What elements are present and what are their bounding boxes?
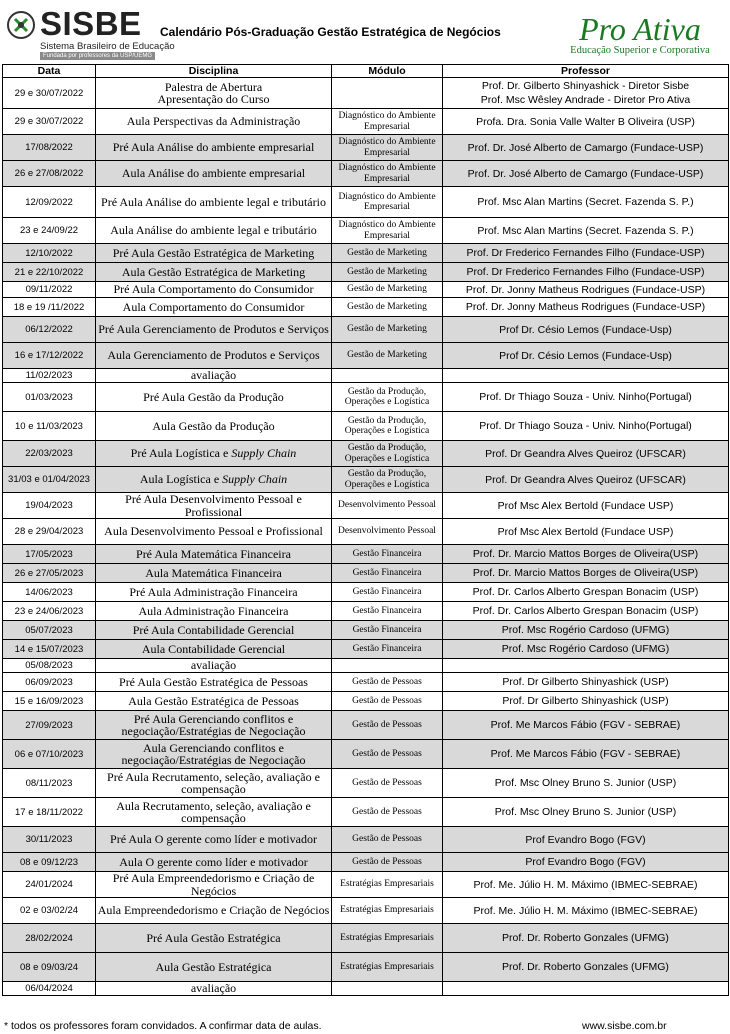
cell-professor: Prof. Dr Geandra Alves Queiroz (UFSCAR) xyxy=(443,467,729,493)
cell-module: Gestão da Produção, Operações e Logística xyxy=(332,412,443,441)
cell-module: Gestão de Pessoas xyxy=(332,798,443,827)
cell-discipline: Pré Aula Gestão Estratégica xyxy=(96,924,332,953)
cell-date: 14 e 15/07/2023 xyxy=(3,640,96,659)
cell-professor: Prof. Msc Alan Martins (Secret. Fazenda S. P.) xyxy=(443,218,729,244)
table-row xyxy=(3,78,729,109)
table-row xyxy=(3,317,729,343)
cell-discipline: Aula Logística e Supply Chain xyxy=(96,467,332,493)
cell-module xyxy=(332,78,443,109)
footer-website: www.sisbe.com.br xyxy=(582,1020,667,1032)
cell-module: Gestão Financeira xyxy=(332,583,443,602)
table-row xyxy=(3,467,729,493)
cell-date: 30/11/2023 xyxy=(3,827,96,853)
table-row xyxy=(3,659,729,673)
table-row xyxy=(3,924,729,953)
cell-discipline: Aula Gestão Estratégica de Pessoas xyxy=(96,692,332,711)
cell-date: 19/04/2023 xyxy=(3,493,96,519)
footer-note: * todos os professores foram convidados. A confirmar data de aulas. xyxy=(4,1020,322,1032)
table-row xyxy=(3,602,729,621)
cell-date: 06/09/2023 xyxy=(3,673,96,692)
cell-discipline: Palestra de Abertura Apresentação do Curso xyxy=(96,78,332,109)
cell-discipline: Pré Aula Matemática Financeira xyxy=(96,545,332,564)
cell-professor: Prof Dr. Césio Lemos (Fundace-Usp) xyxy=(443,343,729,369)
schedule-table xyxy=(2,64,729,996)
cell-discipline: Pré Aula Comportamento do Consumidor xyxy=(96,282,332,298)
table-row xyxy=(3,298,729,317)
table-row xyxy=(3,545,729,564)
cell-discipline: Aula Gerenciando conflitos e negociação/Estratégias de Negociação xyxy=(96,740,332,769)
table-row xyxy=(3,441,729,467)
cell-discipline: Aula Empreendedorismo e Criação de Negócios xyxy=(96,898,332,924)
cell-discipline: Pré Aula Contabilidade Gerencial xyxy=(96,621,332,640)
table-row xyxy=(3,263,729,282)
cell-professor: Prof. Dr Frederico Fernandes Filho (Fundace-USP) xyxy=(443,263,729,282)
cell-module: Gestão de Pessoas xyxy=(332,769,443,798)
cell-date: 28 e 29/04/2023 xyxy=(3,519,96,545)
table-row xyxy=(3,135,729,161)
cell-module: Desenvolvimento Pessoal xyxy=(332,519,443,545)
cell-module: Estratégias Empresariais xyxy=(332,898,443,924)
cell-discipline: Pré Aula Análise do ambiente empresarial xyxy=(96,135,332,161)
cell-module: Gestão de Marketing xyxy=(332,343,443,369)
schedule-body xyxy=(3,78,729,996)
cell-date: 14/06/2023 xyxy=(3,583,96,602)
cell-discipline: Pré Aula Análise do ambiente legal e tributário xyxy=(96,187,332,218)
cell-professor: Prof. Dr. Jonny Matheus Rodrigues (Fundace-USP) xyxy=(443,282,729,298)
cell-professor: Prof. Dr. Jonny Matheus Rodrigues (Fundace-USP) xyxy=(443,298,729,317)
cell-module: Gestão Financeira xyxy=(332,564,443,583)
cell-discipline: Aula Recrutamento, seleção, avaliação e compensação xyxy=(96,798,332,827)
cell-module xyxy=(332,659,443,673)
cell-discipline: Aula Gestão Estratégica de Marketing xyxy=(96,263,332,282)
cell-module: Gestão de Marketing xyxy=(332,282,443,298)
cell-date: 09/11/2022 xyxy=(3,282,96,298)
table-row xyxy=(3,853,729,872)
cell-professor: Prof. Dr Gilberto Shinyashick (USP) xyxy=(443,673,729,692)
sisbe-wordmark: SISBE xyxy=(40,5,142,42)
cell-professor: Prof Evandro Bogo (FGV) xyxy=(443,827,729,853)
table-row xyxy=(3,218,729,244)
cell-professor: Prof. Me. Júlio H. M. Máximo (IBMEC-SEBRAE) xyxy=(443,898,729,924)
table-row xyxy=(3,383,729,412)
table-row xyxy=(3,282,729,298)
cell-module: Estratégias Empresariais xyxy=(332,953,443,982)
cell-professor: Prof. Me. Júlio H. M. Máximo (IBMEC-SEBRAE) xyxy=(443,872,729,898)
proativa-wordmark: Pro Ativa xyxy=(579,11,701,47)
cell-discipline: Aula Comportamento do Consumidor xyxy=(96,298,332,317)
cell-professor: Prof. Me Marcos Fábio (FGV - SEBRAE) xyxy=(443,740,729,769)
cell-date: 12/09/2022 xyxy=(3,187,96,218)
cell-professor: Prof. Dr. Marcio Mattos Borges de Oliveira(USP) xyxy=(443,545,729,564)
cell-discipline: Pré Aula O gerente como líder e motivador xyxy=(96,827,332,853)
cell-date: 22/03/2023 xyxy=(3,441,96,467)
table-row xyxy=(3,982,729,996)
table-row xyxy=(3,109,729,135)
table-row xyxy=(3,740,729,769)
cell-module: Gestão de Pessoas xyxy=(332,853,443,872)
cell-professor: Prof Evandro Bogo (FGV) xyxy=(443,853,729,872)
cell-module: Diagnóstico do Ambiente Empresarial xyxy=(332,109,443,135)
cell-discipline: Aula Gestão Estratégica xyxy=(96,953,332,982)
cell-professor: Prof. Dr. Carlos Alberto Grespan Bonacim (USP) xyxy=(443,602,729,621)
cell-discipline: Aula Contabilidade Gerencial xyxy=(96,640,332,659)
table-row xyxy=(3,519,729,545)
cell-discipline: avaliação xyxy=(96,369,332,383)
table-row xyxy=(3,711,729,740)
sisbe-subtitle: Sistema Brasileiro de Educação xyxy=(40,41,175,52)
cell-date: 08 e 09/12/23 xyxy=(3,853,96,872)
cell-professor xyxy=(443,369,729,383)
cell-module xyxy=(332,369,443,383)
cell-discipline: Pré Aula Desenvolvimento Pessoal e Profissional xyxy=(96,493,332,519)
cell-module: Diagnóstico do Ambiente Empresarial xyxy=(332,218,443,244)
cell-date: 17/08/2022 xyxy=(3,135,96,161)
cell-module: Gestão de Pessoas xyxy=(332,740,443,769)
cell-date: 01/03/2023 xyxy=(3,383,96,412)
cell-module: Gestão de Marketing xyxy=(332,317,443,343)
cell-discipline: Pré Aula Administração Financeira xyxy=(96,583,332,602)
cell-professor: Prof. Dr. Gilberto Shinyashick - Diretor Sisbe Prof. Msc Wêsley Andrade - Diretor Pro Ativa xyxy=(443,78,729,109)
cell-date: 18 e 19 /11/2022 xyxy=(3,298,96,317)
table-row xyxy=(3,343,729,369)
cell-professor: Prof. Msc Olney Bruno S. Junior (USP) xyxy=(443,769,729,798)
cell-discipline: Pré Aula Gestão da Produção xyxy=(96,383,332,412)
cell-date: 08 e 09/03/24 xyxy=(3,953,96,982)
table-row xyxy=(3,621,729,640)
cell-discipline: Pré Aula Empreendedorismo e Criação de Negócios xyxy=(96,872,332,898)
cell-module: Gestão Financeira xyxy=(332,545,443,564)
cell-module: Estratégias Empresariais xyxy=(332,872,443,898)
cell-module: Gestão de Pessoas xyxy=(332,711,443,740)
cell-professor: Prof. Msc Alan Martins (Secret. Fazenda S. P.) xyxy=(443,187,729,218)
cell-discipline: Pré Aula Gestão Estratégica de Marketing xyxy=(96,244,332,263)
cell-professor: Profa. Dra. Sonia Valle Walter B Oliveira (USP) xyxy=(443,109,729,135)
cell-date: 08/11/2023 xyxy=(3,769,96,798)
cell-date: 06/12/2022 xyxy=(3,317,96,343)
sisbe-emblem-icon xyxy=(6,10,36,40)
cell-module: Gestão Financeira xyxy=(332,602,443,621)
table-row xyxy=(3,872,729,898)
cell-discipline: Aula O gerente como líder e motivador xyxy=(96,853,332,872)
cell-module: Gestão Financeira xyxy=(332,640,443,659)
table-row xyxy=(3,244,729,263)
cell-discipline: avaliação xyxy=(96,982,332,996)
cell-professor: Prof Dr. Césio Lemos (Fundace-Usp) xyxy=(443,317,729,343)
cell-professor: Prof. Me Marcos Fábio (FGV - SEBRAE) xyxy=(443,711,729,740)
cell-professor: Prof. Dr. José Alberto de Camargo (Fundace-USP) xyxy=(443,161,729,187)
cell-date: 28/02/2024 xyxy=(3,924,96,953)
cell-discipline: Aula Gestão da Produção xyxy=(96,412,332,441)
cell-date: 02 e 03/02/24 xyxy=(3,898,96,924)
cell-professor: Prof. Dr Frederico Fernandes Filho (Fundace-USP) xyxy=(443,244,729,263)
column-header-professor: Professor xyxy=(443,65,729,78)
table-row xyxy=(3,369,729,383)
table-row xyxy=(3,161,729,187)
cell-professor xyxy=(443,659,729,673)
table-row xyxy=(3,187,729,218)
cell-date: 12/10/2022 xyxy=(3,244,96,263)
cell-discipline: Pré Aula Gerenciamento de Produtos e Serviços xyxy=(96,317,332,343)
cell-date: 27/09/2023 xyxy=(3,711,96,740)
cell-module: Diagnóstico do Ambiente Empresarial xyxy=(332,187,443,218)
table-header-row xyxy=(3,65,729,78)
cell-module: Gestão de Pessoas xyxy=(332,692,443,711)
column-header-module: Módulo xyxy=(332,65,443,78)
cell-date: 21 e 22/10/2022 xyxy=(3,263,96,282)
cell-module: Gestão de Marketing xyxy=(332,298,443,317)
table-row xyxy=(3,769,729,798)
cell-discipline: Pré Aula Logística e Supply Chain xyxy=(96,441,332,467)
cell-discipline: Aula Perspectivas da Administração xyxy=(96,109,332,135)
cell-module: Desenvolvimento Pessoal xyxy=(332,493,443,519)
cell-date: 26 e 27/05/2023 xyxy=(3,564,96,583)
table-row xyxy=(3,827,729,853)
cell-date: 06/04/2024 xyxy=(3,982,96,996)
cell-module: Gestão da Produção, Operações e Logística xyxy=(332,467,443,493)
table-row xyxy=(3,798,729,827)
cell-module: Gestão Financeira xyxy=(332,621,443,640)
table-row xyxy=(3,898,729,924)
cell-discipline: Aula Análise do ambiente legal e tributário xyxy=(96,218,332,244)
cell-professor: Prof. Dr. Carlos Alberto Grespan Bonacim (USP) xyxy=(443,583,729,602)
cell-date: 26 e 27/08/2022 xyxy=(3,161,96,187)
cell-professor: Prof Msc Alex Bertold (Fundace USP) xyxy=(443,493,729,519)
cell-professor: Prof. Dr Geandra Alves Queiroz (UFSCAR) xyxy=(443,441,729,467)
cell-date: 17/05/2023 xyxy=(3,545,96,564)
cell-professor: Prof Msc Alex Bertold (Fundace USP) xyxy=(443,519,729,545)
cell-date: 05/08/2023 xyxy=(3,659,96,673)
cell-module xyxy=(332,982,443,996)
cell-date: 05/07/2023 xyxy=(3,621,96,640)
cell-discipline: avaliação xyxy=(96,659,332,673)
proativa-logo xyxy=(552,12,728,60)
cell-date: 23 e 24/09/22 xyxy=(3,218,96,244)
sisbe-logo xyxy=(4,5,175,62)
cell-discipline: Pré Aula Gerenciando conflitos e negociação/Estratégias de Negociação xyxy=(96,711,332,740)
cell-module: Gestão da Produção, Operações e Logística xyxy=(332,383,443,412)
page-header xyxy=(0,0,730,62)
cell-discipline: Aula Administração Financeira xyxy=(96,602,332,621)
cell-discipline: Aula Gerenciamento de Produtos e Serviços xyxy=(96,343,332,369)
cell-professor: Prof. Dr. Marcio Mattos Borges de Oliveira(USP) xyxy=(443,564,729,583)
cell-date: 23 e 24/06/2023 xyxy=(3,602,96,621)
cell-discipline: Aula Análise do ambiente empresarial xyxy=(96,161,332,187)
cell-module: Gestão de Pessoas xyxy=(332,673,443,692)
cell-discipline: Aula Matemática Financeira xyxy=(96,564,332,583)
cell-module: Gestão de Marketing xyxy=(332,263,443,282)
cell-module: Gestão de Pessoas xyxy=(332,827,443,853)
cell-professor: Prof. Dr. Roberto Gonzales (UFMG) xyxy=(443,953,729,982)
cell-date: 29 e 30/07/2022 xyxy=(3,109,96,135)
cell-professor: Prof. Dr Gilberto Shinyashick (USP) xyxy=(443,692,729,711)
cell-date: 24/01/2024 xyxy=(3,872,96,898)
page-title: Calendário Pós-Graduação Gestão Estratégica de Negócios xyxy=(160,25,501,39)
table-row xyxy=(3,692,729,711)
table-row xyxy=(3,953,729,982)
cell-date: 06 e 07/10/2023 xyxy=(3,740,96,769)
column-header-discipline: Disciplina xyxy=(96,65,332,78)
cell-date: 29 e 30/07/2022 xyxy=(3,78,96,109)
table-row xyxy=(3,564,729,583)
cell-module: Estratégias Empresariais xyxy=(332,924,443,953)
cell-professor: Prof. Dr. José Alberto de Camargo (Fundace-USP) xyxy=(443,135,729,161)
table-row xyxy=(3,583,729,602)
table-row xyxy=(3,493,729,519)
cell-professor: Prof. Dr Thiago Souza - Univ. Ninho(Portugal) xyxy=(443,383,729,412)
cell-professor: Prof. Msc Rogério Cardoso (UFMG) xyxy=(443,621,729,640)
cell-date: 15 e 16/09/2023 xyxy=(3,692,96,711)
cell-professor: Prof. Msc Olney Bruno S. Junior (USP) xyxy=(443,798,729,827)
cell-module: Gestão da Produção, Operações e Logística xyxy=(332,441,443,467)
table-row xyxy=(3,673,729,692)
cell-date: 10 e 11/03/2023 xyxy=(3,412,96,441)
cell-professor: Prof. Dr. Roberto Gonzales (UFMG) xyxy=(443,924,729,953)
cell-date: 17 e 18/11/2022 xyxy=(3,798,96,827)
table-row xyxy=(3,412,729,441)
cell-module: Diagnóstico do Ambiente Empresarial xyxy=(332,161,443,187)
proativa-subtitle: Educação Superior e Corporativa xyxy=(570,45,710,56)
cell-professor xyxy=(443,982,729,996)
cell-module: Diagnóstico do Ambiente Empresarial xyxy=(332,135,443,161)
sisbe-tagline: Fundada por professores da USP/UEMG xyxy=(40,52,155,60)
cell-date: 16 e 17/12/2022 xyxy=(3,343,96,369)
cell-professor: Prof. Msc Rogério Cardoso (UFMG) xyxy=(443,640,729,659)
cell-date: 11/02/2023 xyxy=(3,369,96,383)
cell-discipline: Aula Desenvolvimento Pessoal e Profissional xyxy=(96,519,332,545)
table-row xyxy=(3,640,729,659)
cell-module: Gestão de Marketing xyxy=(332,244,443,263)
cell-discipline: Pré Aula Gestão Estratégica de Pessoas xyxy=(96,673,332,692)
cell-professor: Prof. Dr Thiago Souza - Univ. Ninho(Portugal) xyxy=(443,412,729,441)
column-header-date: Data xyxy=(3,65,96,78)
cell-discipline: Pré Aula Recrutamento, seleção, avaliação e compensação xyxy=(96,769,332,798)
cell-date: 31/03 e 01/04/2023 xyxy=(3,467,96,493)
